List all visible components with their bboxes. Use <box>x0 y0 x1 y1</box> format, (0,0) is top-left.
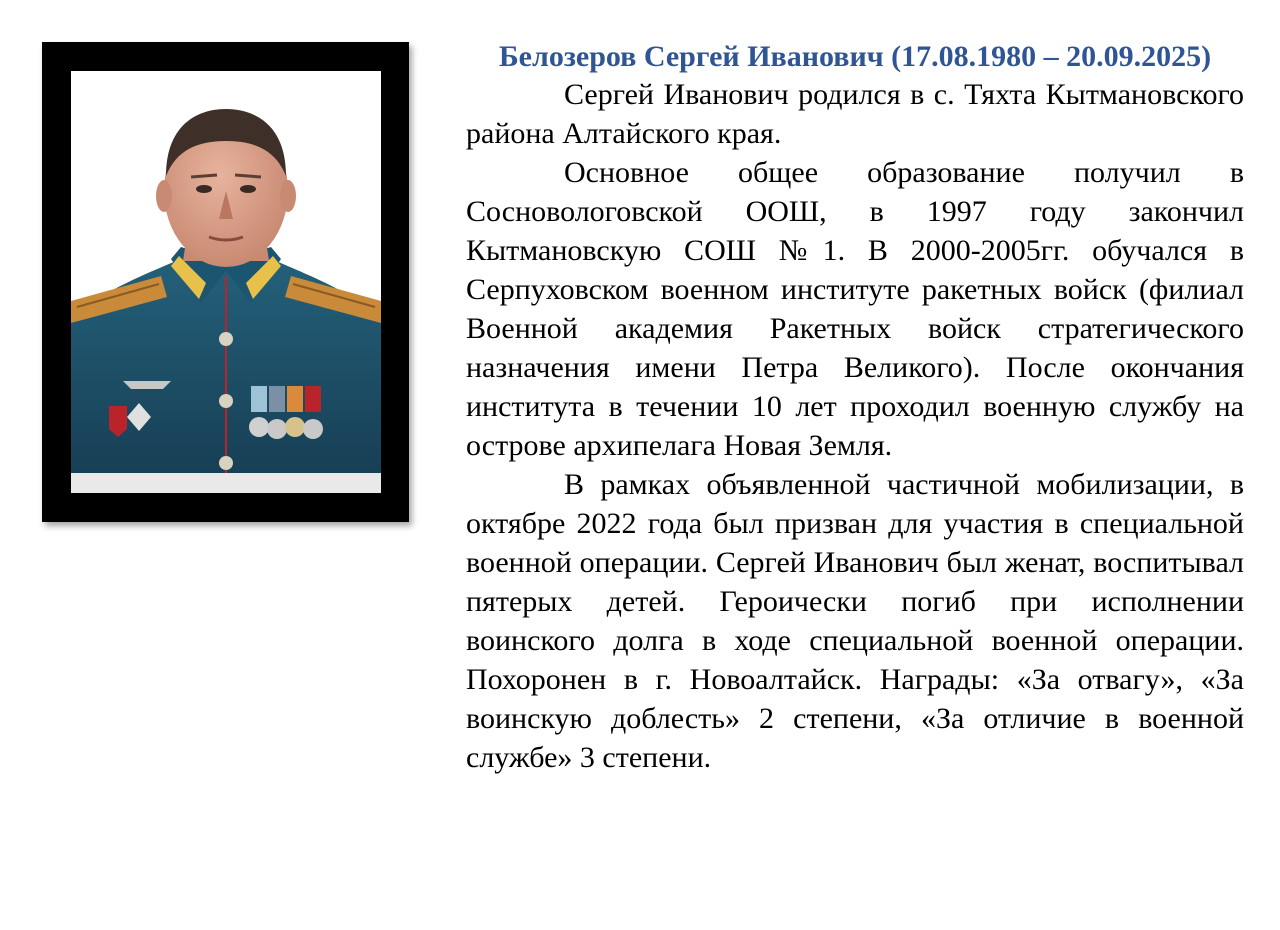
portrait-image <box>71 71 381 493</box>
biography-title: Белозеров Сергей Иванович (17.08.1980 – 20.09.2025) <box>498 40 1212 73</box>
paragraph-education: Основное общее образование получил в Сосновологовской ООШ, в 1997 году закончил Кытмановскую СОШ №1. В 2000-2005гг. обучался в Серпуховском военном институте ракетных войск (филиал Военной академия Ракетных войск стратегического назначения имени Петра Великого). После окончания института в течении 10 лет проходил военную службу на острове архипелага Новая Земля. <box>466 156 1244 462</box>
paragraph-birth: Сергей Иванович родился в с. Тяхта Кытмановского района Алтайского края. <box>466 78 1244 150</box>
biography-text <box>466 38 1244 777</box>
portrait-frame <box>42 42 409 522</box>
portrait-photo <box>71 71 381 493</box>
paragraph-service: В рамках объявленной частичной мобилизации, в октябре 2022 года был призван для участия в специальной военной операции. Сергей Иванович был женат, воспитывал пятерых детей. Героически погиб при исполнении воинского долга в ходе специальной военной операции. Похоронен в г. Новоалтайск. Награды: «За отвагу», «За воинскую доблесть» 2 степени, «За отличие в военной службе» 3 степени. <box>466 468 1244 774</box>
